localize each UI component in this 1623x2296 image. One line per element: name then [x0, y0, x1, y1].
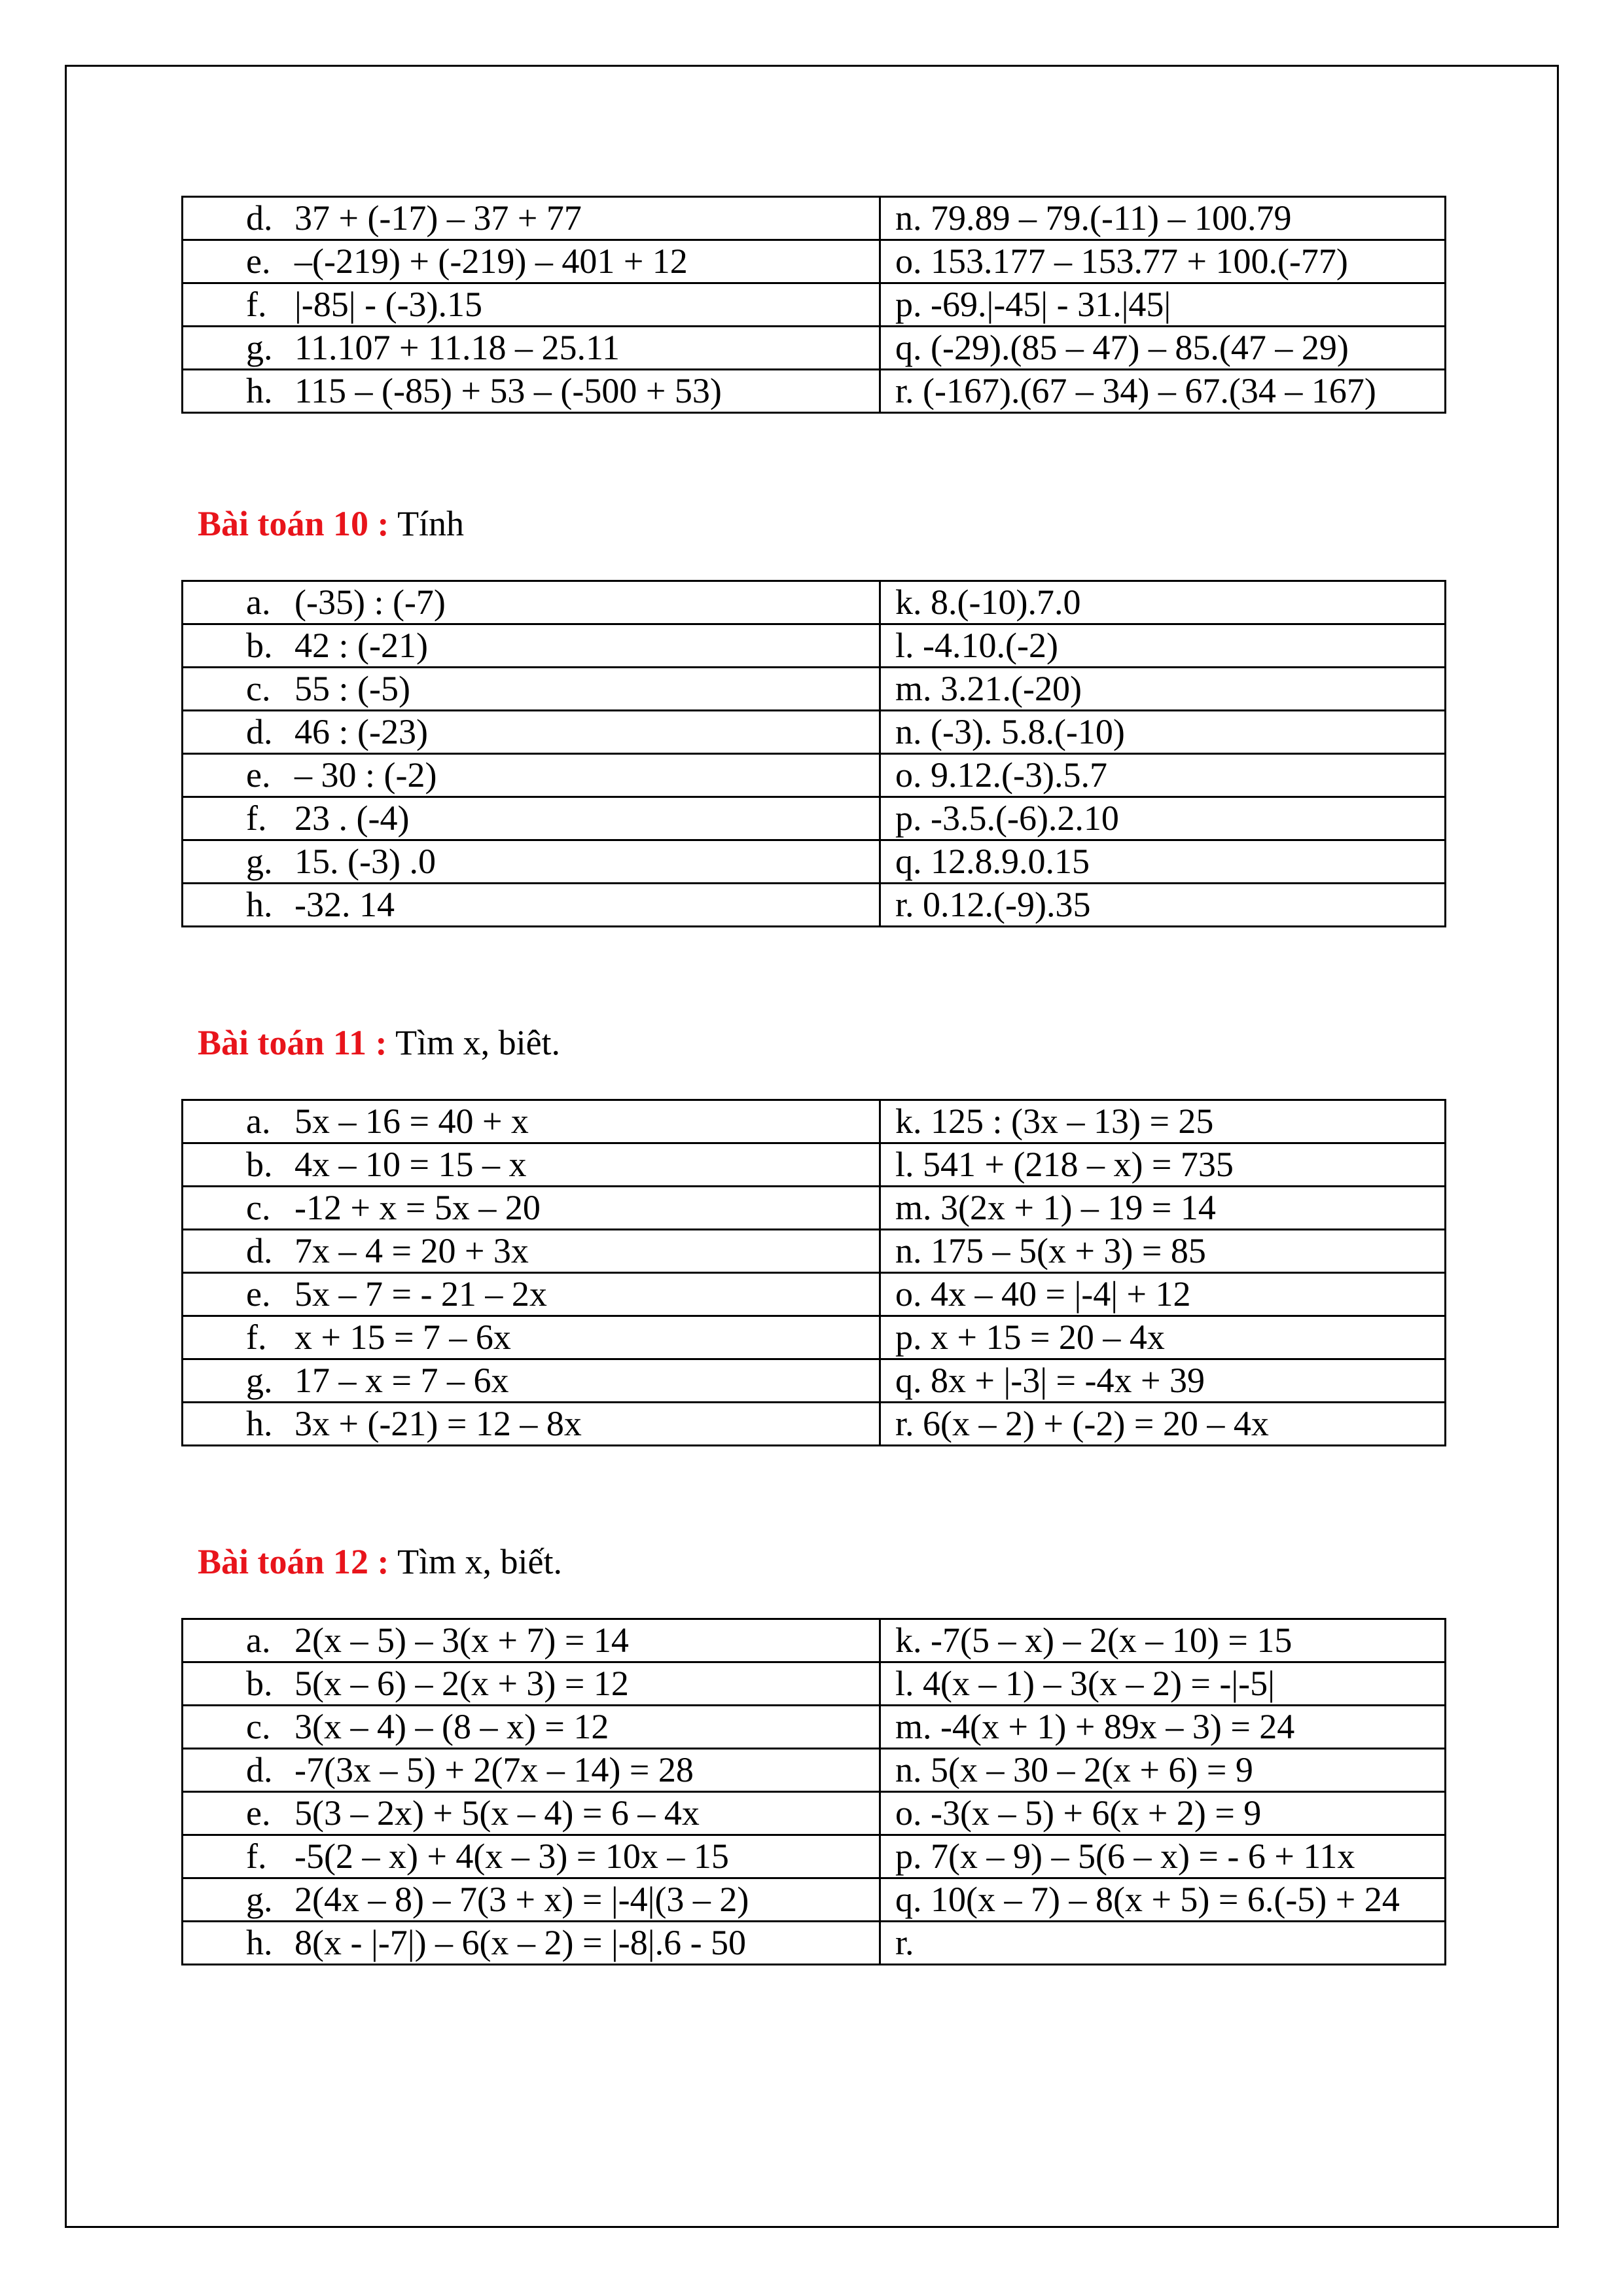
left-cell: [183, 197, 880, 240]
left-cell: [183, 581, 880, 624]
table-row: [183, 1273, 1446, 1316]
item-label: h.: [246, 885, 273, 924]
table-row: [183, 1792, 1446, 1835]
table-row: [183, 624, 1446, 668]
table-row: [183, 1187, 1446, 1230]
right-cell: o. 4x – 40 = |-4| + 12: [880, 1273, 1446, 1316]
item-label: d.: [246, 1750, 273, 1789]
item-expression: -7(3x – 5) + 2(7x – 14) = 28: [294, 1750, 694, 1789]
item-label: a.: [246, 1102, 271, 1141]
item-expression: 8(x - |-7|) – 6(x – 2) = |-8|.6 - 50: [294, 1923, 747, 1962]
section-10-heading: [198, 503, 464, 545]
item-label: f.: [246, 1318, 267, 1357]
right-cell: p. -69.|-45| - 31.|45|: [880, 283, 1446, 327]
exercise-table-10: [181, 580, 1446, 927]
item-expression: x + 15 = 7 – 6x: [294, 1318, 511, 1357]
item-label: b.: [246, 626, 273, 665]
item-expression: 42 : (-21): [294, 626, 428, 665]
left-cell: [183, 624, 880, 668]
item-expression: 5(3 – 2x) + 5(x – 4) = 6 – 4x: [294, 1793, 700, 1833]
item-label: h.: [246, 1404, 273, 1443]
item-label: h.: [246, 1923, 273, 1962]
item-label: c.: [246, 669, 271, 708]
section-instruction: Tìm x, biết.: [397, 1542, 563, 1581]
item-label: d.: [246, 712, 273, 751]
exercise-table-top: [181, 196, 1446, 414]
item-label: a.: [246, 1621, 271, 1660]
table-row: [183, 1143, 1446, 1187]
left-cell: [183, 1706, 880, 1749]
left-cell: [183, 754, 880, 797]
right-cell: k. -7(5 – x) – 2(x – 10) = 15: [880, 1619, 1446, 1662]
right-cell: p. x + 15 = 20 – 4x: [880, 1316, 1446, 1359]
right-cell: q. 10(x – 7) – 8(x + 5) = 6.(-5) + 24: [880, 1878, 1446, 1922]
right-cell: m. 3.21.(-20): [880, 668, 1446, 711]
right-cell: q. 8x + |-3| = -4x + 39: [880, 1359, 1446, 1403]
left-cell: [183, 668, 880, 711]
left-cell: [183, 1878, 880, 1922]
item-label: f.: [246, 798, 267, 838]
left-cell: [183, 1922, 880, 1965]
item-label: f.: [246, 1837, 267, 1876]
right-cell: l. -4.10.(-2): [880, 624, 1446, 668]
item-label: b.: [246, 1664, 273, 1703]
item-expression: 46 : (-23): [294, 712, 428, 751]
left-cell: [183, 1662, 880, 1706]
item-expression: 5x – 7 = - 21 – 2x: [294, 1274, 547, 1314]
item-label: c.: [246, 1707, 271, 1746]
section-11-heading: [198, 1022, 560, 1064]
left-cell: [183, 1749, 880, 1792]
table-row: [183, 1403, 1446, 1446]
left-cell: [183, 1100, 880, 1143]
item-expression: |-85| - (-3).15: [294, 285, 483, 324]
item-label: g.: [246, 328, 273, 367]
exercise-table-11: [181, 1099, 1446, 1446]
right-cell: p. 7(x – 9) – 5(6 – x) = - 6 + 11x: [880, 1835, 1446, 1878]
table-row: [183, 197, 1446, 240]
item-expression: 2(x – 5) – 3(x + 7) = 14: [294, 1621, 629, 1660]
section-instruction: Tìm x, biêt.: [395, 1023, 561, 1062]
table-row: [183, 581, 1446, 624]
left-cell: [183, 1359, 880, 1403]
table-row: [183, 840, 1446, 884]
right-cell: r. (-167).(67 – 34) – 67.(34 – 167): [880, 370, 1446, 413]
item-label: g.: [246, 842, 273, 881]
left-cell: [183, 1273, 880, 1316]
right-cell: r.: [880, 1922, 1446, 1965]
right-cell: n. 5(x – 30 – 2(x + 6) = 9: [880, 1749, 1446, 1792]
item-expression: 37 + (-17) – 37 + 77: [294, 198, 582, 238]
left-cell: [183, 1187, 880, 1230]
table-row: [183, 711, 1446, 754]
left-cell: [183, 1792, 880, 1835]
item-expression: -12 + x = 5x – 20: [294, 1188, 541, 1227]
right-cell: r. 0.12.(-9).35: [880, 884, 1446, 927]
item-expression: 23 . (-4): [294, 798, 410, 838]
item-expression: -5(2 – x) + 4(x – 3) = 10x – 15: [294, 1837, 729, 1876]
left-cell: [183, 1230, 880, 1273]
right-cell: m. -4(x + 1) + 89x – 3) = 24: [880, 1706, 1446, 1749]
item-expression: -32. 14: [294, 885, 395, 924]
left-cell: [183, 327, 880, 370]
table-row: [183, 1922, 1446, 1965]
section-12-heading: [198, 1541, 562, 1583]
table-row: [183, 754, 1446, 797]
left-cell: [183, 370, 880, 413]
right-cell: l. 4(x – 1) – 3(x – 2) = -|-5|: [880, 1662, 1446, 1706]
item-label: f.: [246, 285, 267, 324]
item-expression: 15. (-3) .0: [294, 842, 436, 881]
table-row: [183, 1619, 1446, 1662]
section-title: Bài toán 10 :: [198, 504, 389, 543]
table-row: [183, 283, 1446, 327]
left-cell: [183, 1619, 880, 1662]
item-label: e.: [246, 755, 271, 795]
item-expression: 55 : (-5): [294, 669, 410, 708]
item-label: e.: [246, 1793, 271, 1833]
right-cell: n. 175 – 5(x + 3) = 85: [880, 1230, 1446, 1273]
left-cell: [183, 797, 880, 840]
right-cell: l. 541 + (218 – x) = 735: [880, 1143, 1446, 1187]
table-row: [183, 1706, 1446, 1749]
section-title: Bài toán 12 :: [198, 1542, 389, 1581]
left-cell: [183, 1835, 880, 1878]
item-expression: (-35) : (-7): [294, 583, 446, 622]
left-cell: [183, 884, 880, 927]
table-row: [183, 1662, 1446, 1706]
right-cell: o. -3(x – 5) + 6(x + 2) = 9: [880, 1792, 1446, 1835]
item-expression: 7x – 4 = 20 + 3x: [294, 1231, 529, 1270]
item-label: d.: [246, 198, 273, 238]
item-expression: –(-219) + (-219) – 401 + 12: [294, 242, 688, 281]
table-row: [183, 1230, 1446, 1273]
item-label: g.: [246, 1361, 273, 1400]
item-expression: 11.107 + 11.18 – 25.11: [294, 328, 620, 367]
table-row: [183, 370, 1446, 413]
item-label: d.: [246, 1231, 273, 1270]
left-cell: [183, 711, 880, 754]
item-expression: 4x – 10 = 15 – x: [294, 1145, 527, 1184]
item-label: h.: [246, 371, 273, 410]
right-cell: r. 6(x – 2) + (-2) = 20 – 4x: [880, 1403, 1446, 1446]
item-label: e.: [246, 1274, 271, 1314]
item-expression: 5(x – 6) – 2(x + 3) = 12: [294, 1664, 629, 1703]
table-row: [183, 1100, 1446, 1143]
item-expression: 2(4x – 8) – 7(3 + x) = |-4|(3 – 2): [294, 1880, 749, 1919]
right-cell: n. 79.89 – 79.(-11) – 100.79: [880, 197, 1446, 240]
item-expression: 3x + (-21) = 12 – 8x: [294, 1404, 582, 1443]
right-cell: o. 9.12.(-3).5.7: [880, 754, 1446, 797]
exercise-table-12: [181, 1618, 1446, 1965]
left-cell: [183, 1143, 880, 1187]
left-cell: [183, 1316, 880, 1359]
item-expression: – 30 : (-2): [294, 755, 437, 795]
item-expression: 5x – 16 = 40 + x: [294, 1102, 529, 1141]
table-row: [183, 1749, 1446, 1792]
item-label: c.: [246, 1188, 271, 1227]
left-cell: [183, 840, 880, 884]
right-cell: k. 8.(-10).7.0: [880, 581, 1446, 624]
right-cell: q. (-29).(85 – 47) – 85.(47 – 29): [880, 327, 1446, 370]
left-cell: [183, 240, 880, 283]
item-expression: 17 – x = 7 – 6x: [294, 1361, 509, 1400]
table-row: [183, 797, 1446, 840]
right-cell: k. 125 : (3x – 13) = 25: [880, 1100, 1446, 1143]
left-cell: [183, 1403, 880, 1446]
table-row: [183, 240, 1446, 283]
table-row: [183, 1878, 1446, 1922]
left-cell: [183, 283, 880, 327]
table-row: [183, 327, 1446, 370]
right-cell: m. 3(2x + 1) – 19 = 14: [880, 1187, 1446, 1230]
table-row: [183, 1316, 1446, 1359]
item-label: a.: [246, 583, 271, 622]
section-title: Bài toán 11 :: [198, 1023, 387, 1062]
item-label: e.: [246, 242, 271, 281]
right-cell: q. 12.8.9.0.15: [880, 840, 1446, 884]
table-row: [183, 1359, 1446, 1403]
right-cell: o. 153.177 – 153.77 + 100.(-77): [880, 240, 1446, 283]
table-row: [183, 668, 1446, 711]
item-expression: 115 – (-85) + 53 – (-500 + 53): [294, 371, 722, 410]
item-label: b.: [246, 1145, 273, 1184]
right-cell: n. (-3). 5.8.(-10): [880, 711, 1446, 754]
section-instruction: Tính: [397, 504, 465, 543]
item-label: g.: [246, 1880, 273, 1919]
table-row: [183, 884, 1446, 927]
item-expression: 3(x – 4) – (8 – x) = 12: [294, 1707, 609, 1746]
right-cell: p. -3.5.(-6).2.10: [880, 797, 1446, 840]
table-row: [183, 1835, 1446, 1878]
